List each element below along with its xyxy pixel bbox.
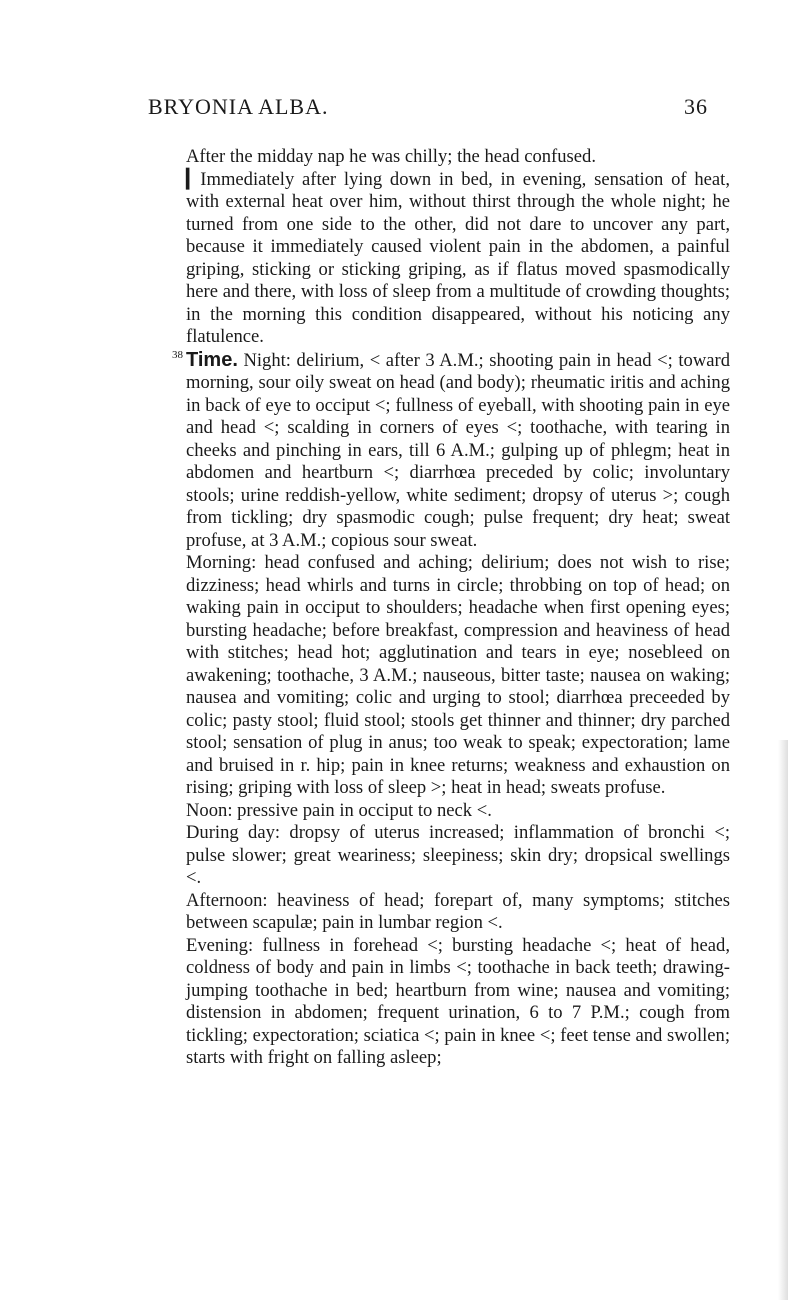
paragraph-afternoon: Afternoon: heaviness of head; forepart of, many symptoms; stitches between scapulæ; pain in lumbar region <. bbox=[186, 889, 730, 933]
paragraph-noon: Noon: pressive pain in occiput to neck <. bbox=[186, 799, 492, 821]
running-header bbox=[148, 94, 708, 124]
section-time-text: Night: delirium, < after 3 A.M.; shooting pain in head <; toward morning, sour oily sweat on head (and body); rheumatic iritis and aching in back of eye to occiput <; fullness of eyeball, with shooting pain in eye and head <; scalding in corners of eyes <; toothache, with tearing in cheeks and pinching in ears, till 6 A.M.; gulping up of phlegm; heat in abdomen and heartburn <; diarrhœa preceded by colic; involuntary stools; urine reddish-yellow, white sediment; dropsy of uterus >; cough from tickling; dry spasmodic cough; pulse frequent; dry heat; sweat profuse, at 3 A.M.; copious sour sweat. bbox=[186, 349, 730, 551]
paragraph-lying-down: ▎Immediately after lying down in bed, in evening, sensation of heat, with external heat over him, without thirst through the whole night; he turned from one side to the other, did not dare to uncover any part, because it immediately caused violent pain in the abdomen, a painful griping, sticking or sticking griping, as if flatus moved spasmodically here and there, with loss of sleep from a multitude of crowding thoughts; in the morning this condition disappeared, without his noticing any flatulence. bbox=[186, 168, 730, 347]
paragraph-midday-nap: After the midday nap he was chilly; the head confused. bbox=[186, 146, 596, 167]
paragraph-during-day: During day: dropsy of uterus increased; inflammation of bronchi <; pulse slower; great weariness; sleepiness; skin dry; dropsical swellings <. bbox=[186, 822, 730, 888]
page-edge-shadow bbox=[778, 740, 788, 1300]
section-number: 38 bbox=[172, 348, 183, 361]
page-number: 36 bbox=[684, 94, 708, 119]
running-title: BRYONIA ALBA. bbox=[148, 94, 329, 119]
paragraph-evening: Evening: fullness in forehead <; bursting headache <; heat of head, coldness of body and pain in limbs <; toothache in back teeth; drawing-jumping toothache in bed; heartburn from wine; nausea and vomiting; distension in abdomen; frequent urination, 6 to 7 P.M.; cough from tickling; expectoration; sciatica <; pain in knee <; feet tense and swollen; starts with fright on falling asleep; bbox=[186, 934, 731, 1068]
section-label: Time. bbox=[186, 348, 238, 371]
paragraph-morning: Morning: head confused and aching; delirium; does not wish to rise; dizziness; head whirls and turns in circle; throbbing on top of head; on waking pain in occiput to shoulders; headache when first opening eyes; bursting headache; before breakfast, compression and heaviness of head with stitches; head hot; agglutination and tears in eye; nosebleed on awakening; toothache, 3 A.M.; nauseous, bitter taste; nausea on waking; nausea and vomiting; colic and urging to stool; diarrhœa preceeded by colic; pasty stool; fluid stool; stools get thinner and thinner; dry parched stool; sensation of plug in anus; too weak to speak; expectoration; lame and bruised in r. hip; pain in knee returns; weakness and exhaustion on rising; griping with loss of sleep >; heat in head; sweats profuse. bbox=[186, 552, 730, 798]
section-time bbox=[172, 348, 730, 553]
body-text bbox=[172, 146, 731, 1070]
